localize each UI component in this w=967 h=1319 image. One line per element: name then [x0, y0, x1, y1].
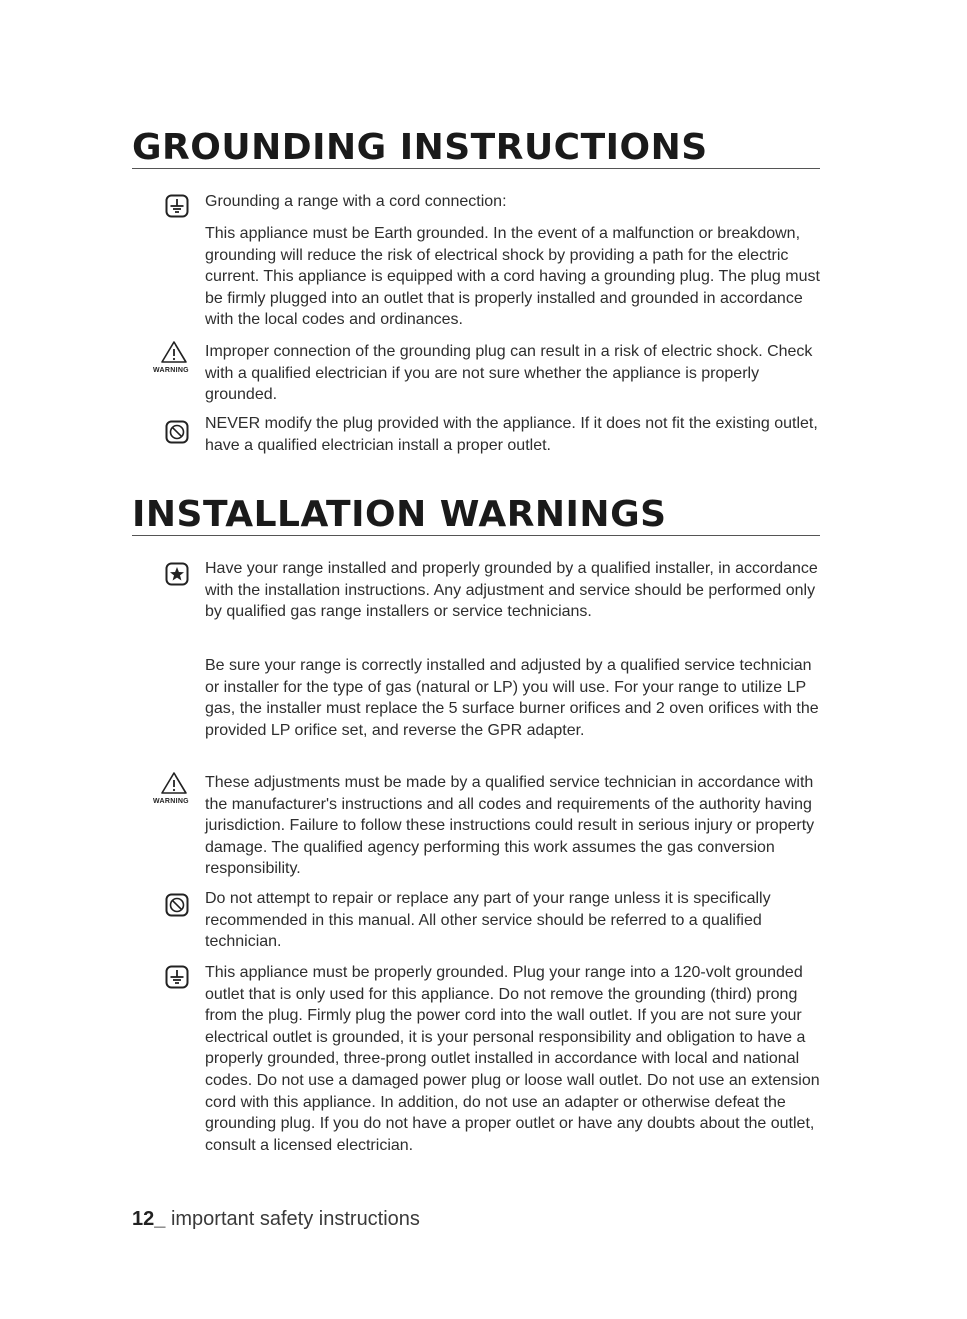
grounding-warning: Improper connection of the grounding plug can result in a risk of electric shock. Check with a qualified electrician if you are not sure whether the appliance is properly grounded. [205, 343, 813, 404]
ground-icon [165, 965, 189, 991]
installation-warning: These adjustments must be made by a qualified service technician in accordance with the manufacturer's instructions and all codes and requirements of the authority having jurisdiction. Failure to follow these instructions could result in serious injury or property damage. The qualified agency performing this work assumes the gas conversion responsibility. [205, 774, 815, 878]
warning-label: WARNING [153, 798, 189, 805]
grounding-prohibition: NEVER modify the plug provided with the appliance. If it does not fit the existing outlet, have a qualified electrician install a proper outlet. [205, 415, 818, 454]
installation-paragraph-2: Be sure your range is correctly installed and adjusted by a qualified service technician or installer for the type of gas (natural or LP) you will use. For your range to utilize LP gas, the installer must replace the 5 surface burner orifices and 2 oven orifices with the provided LP orifice set, and reverse the GPR adapter. [205, 657, 819, 739]
prohibited-icon [165, 420, 189, 446]
installation-grounding: This appliance must be properly grounded. Plug your range into a 120-volt grounded outlet that is only used for this appliance. Do not remove the grounding (third) prong from the plug. Firmly plug the power cord into the wall outlet. If you are not sure your electrical outlet is grounded, it is your personal responsibility and obligation to have a properly grounded, three-prong outlet installed in accordance with local and national codes. Do not use a damaged power plug or loose wall outlet. Do not use an extension cord with this appliance. In addition, do not use an adapter or otherwise defeat the grounding plug. If you do not have a proper outlet or have any doubts about the outlet, consult a licensed electrician. [205, 964, 820, 1154]
installation-heading: INSTALLATION WARNINGS [132, 495, 820, 536]
installation-prohibition: Do not attempt to repair or replace any part of your range unless it is specifically recommended in this manual. All other service should be referred to a qualified technician. [205, 890, 771, 951]
installation-paragraph-1: Have your range installed and properly grounded by a qualified installer, in accordance with the installation instructions. Any adjustment and service should be performed only by qualified gas range installers or service technicians. [205, 560, 818, 621]
warning-icon [160, 340, 188, 364]
ground-icon [165, 194, 189, 220]
warning-label: WARNING [153, 367, 189, 374]
warning-icon [160, 771, 188, 795]
grounding-intro: Grounding a range with a cord connection: [205, 193, 507, 210]
page-number: 12_ [132, 1208, 166, 1230]
grounding-heading: GROUNDING INSTRUCTIONS [132, 128, 820, 169]
prohibited-icon [165, 893, 189, 919]
star-icon [165, 562, 189, 588]
grounding-paragraph: This appliance must be Earth grounded. In the event of a malfunction or breakdown, grounding will reduce the risk of electrical shock by providing a path for the electric current. This appliance is equipped with a cord having a grounding plug. The plug must be firmly plugged into an outlet that is properly installed and grounded in accordance with the local codes and ordinances. [205, 225, 820, 329]
page-footer [132, 1208, 420, 1231]
footer-section-title: important safety instructions [170, 1208, 420, 1230]
